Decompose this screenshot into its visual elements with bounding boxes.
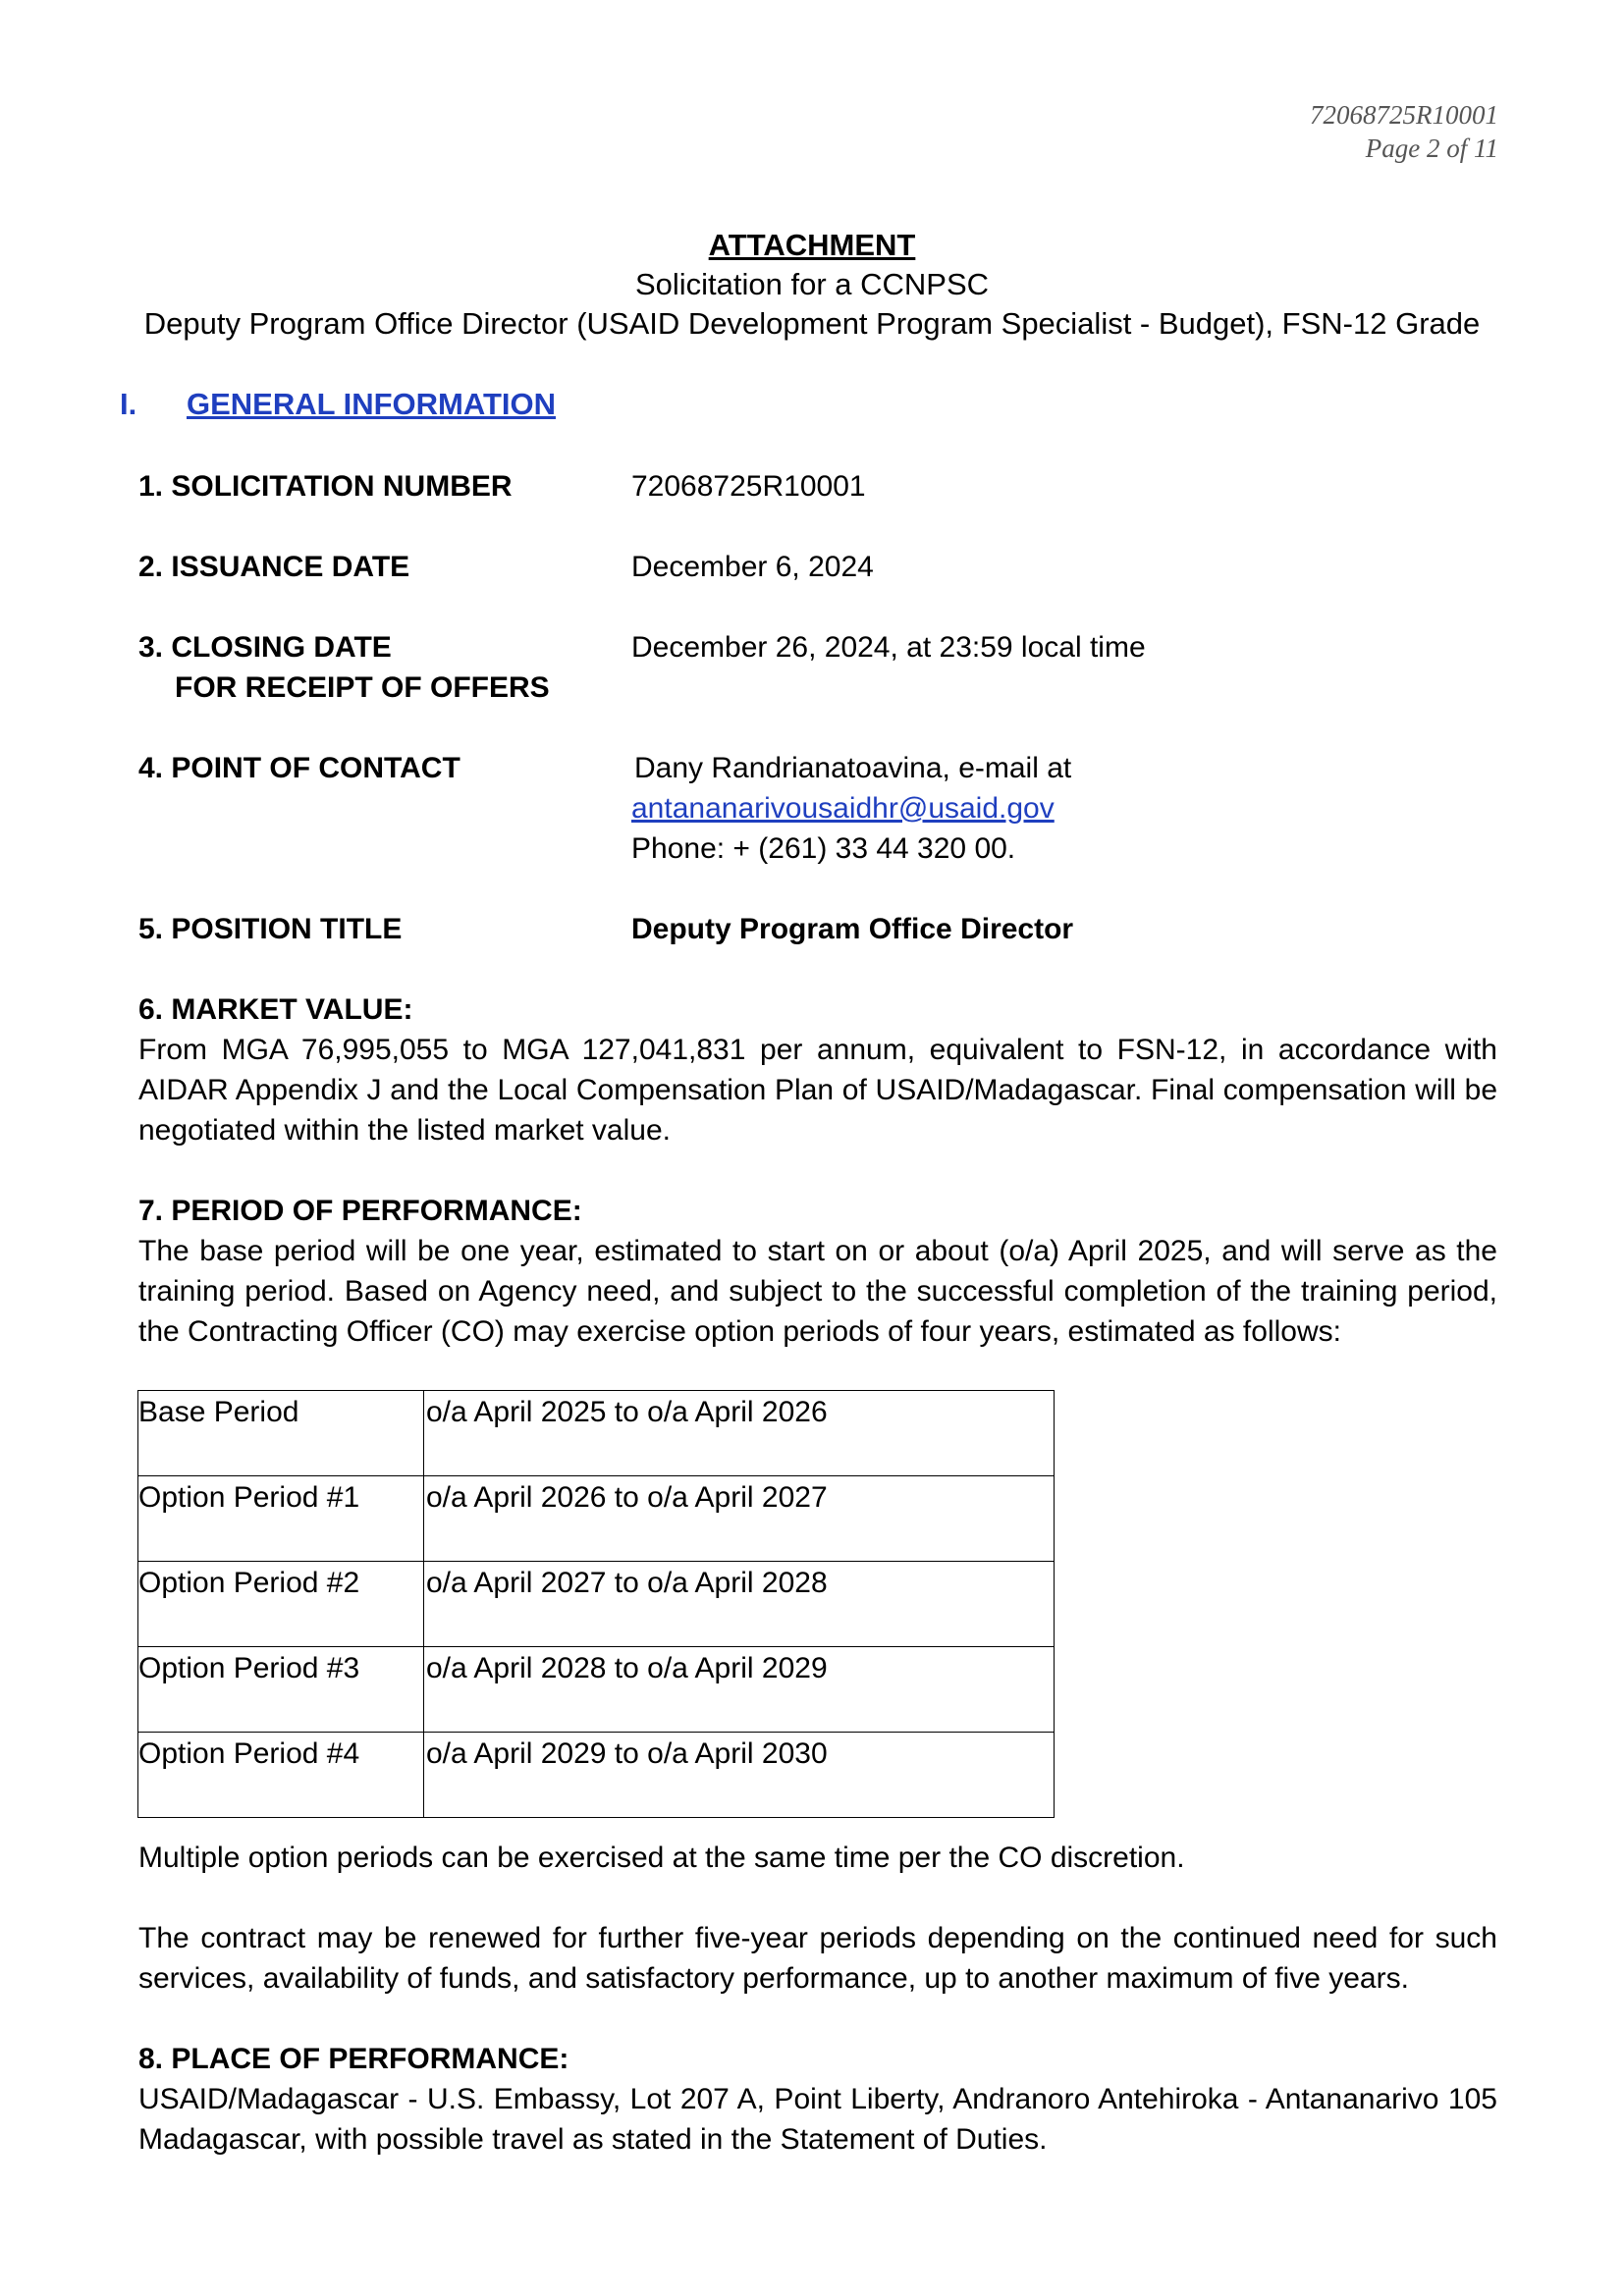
- section-number: I.: [120, 387, 137, 421]
- contact-phone: Phone: + (261) 33 44 320 00.: [631, 832, 1016, 865]
- position-title-value: Deputy Program Office Director: [631, 913, 1074, 945]
- dates-cell: o/a April 2025 to o/a April 2026: [424, 1391, 1055, 1476]
- header-ref-number: 72068725R10001: [1310, 100, 1498, 130]
- table-row: [138, 1562, 1055, 1647]
- period-cell: Base Period: [138, 1391, 424, 1476]
- period-cell: Option Period #1: [138, 1476, 424, 1562]
- solicitation-number-label: 1. SOLICITATION NUMBER: [138, 470, 513, 503]
- issuance-date-label: 2. ISSUANCE DATE: [138, 551, 410, 583]
- table-row: [138, 1391, 1055, 1476]
- point-of-contact-label: 4. POINT OF CONTACT: [138, 752, 460, 784]
- table-row: [138, 1476, 1055, 1562]
- place-of-performance-heading: 8. PLACE OF PERFORMANCE:: [138, 2043, 569, 2075]
- dates-cell: o/a April 2027 to o/a April 2028: [424, 1562, 1055, 1647]
- dates-cell: o/a April 2028 to o/a April 2029: [424, 1647, 1055, 1733]
- renewal-note: The contract may be renewed for further five-year periods depending on the continued need for such services, availability of funds, and satisfactory performance, up to another maximum of five years.: [138, 1922, 1497, 1995]
- attachment-title: ATTACHMENT: [708, 228, 916, 262]
- contact-email-link[interactable]: antananarivousaidhr@usaid.gov: [631, 792, 1055, 825]
- closing-date-label-line2: FOR RECEIPT OF OFFERS: [175, 671, 550, 704]
- issuance-date-value: December 6, 2024: [631, 551, 874, 583]
- period-of-performance-heading: 7. PERIOD OF PERFORMANCE:: [138, 1195, 582, 1227]
- closing-date-value: December 26, 2024, at 23:59 local time: [631, 631, 1146, 664]
- header-page-number: Page 2 of 11: [1365, 133, 1498, 163]
- period-cell: Option Period #3: [138, 1647, 424, 1733]
- table-row: [138, 1733, 1055, 1818]
- point-of-contact-name: Dany Randrianatoavina, e-mail at: [634, 752, 1072, 784]
- section-title-link[interactable]: GENERAL INFORMATION: [187, 387, 557, 421]
- solicitation-subtitle: Solicitation for a CCNPSC: [634, 267, 990, 301]
- market-value-text: From MGA 76,995,055 to MGA 127,041,831 per annum, equivalent to FSN-12, in accordance with AIDAR Appendix J and the Local Compensation Plan of USAID/Madagascar. Final compensation will be negotiated within the listed market value.: [138, 1034, 1497, 1147]
- period-cell: Option Period #2: [138, 1562, 424, 1647]
- option-periods-note: Multiple option periods can be exercised at the same time per the CO discretion.: [138, 1842, 1185, 1874]
- period-cell: Option Period #4: [138, 1733, 424, 1818]
- page-header: [909, 98, 1498, 165]
- place-of-performance-text: USAID/Madagascar - U.S. Embassy, Lot 207 A, Point Liberty, Andranoro Antehiroka - Antananarivo 105 Madagascar, with possible travel as stated in the Statement of Duties.: [138, 2083, 1497, 2156]
- closing-date-label: 3. CLOSING DATE: [138, 631, 392, 664]
- solicitation-number-value: 72068725R10001: [631, 470, 866, 503]
- performance-periods-table: [137, 1390, 1055, 1818]
- table-row: [138, 1647, 1055, 1733]
- dates-cell: o/a April 2026 to o/a April 2027: [424, 1476, 1055, 1562]
- position-title-label: 5. POSITION TITLE: [138, 913, 403, 945]
- section-heading-general-information: [120, 387, 556, 422]
- market-value-heading: 6. MARKET VALUE:: [138, 993, 413, 1026]
- dates-cell: o/a April 2029 to o/a April 2030: [424, 1733, 1055, 1818]
- title-block: [0, 226, 1624, 344]
- position-subtitle: Deputy Program Office Director (USAID Development Program Specialist - Budget), FSN-12 Grade: [143, 306, 1481, 341]
- period-of-performance-text: The base period will be one year, estimated to start on or about (o/a) April 2025, and will serve as the training period. Based on Agency need, and subject to the successful completion of the training period, the Contracting Officer (CO) may exercise option periods of four years, estimated as follows:: [138, 1235, 1497, 1348]
